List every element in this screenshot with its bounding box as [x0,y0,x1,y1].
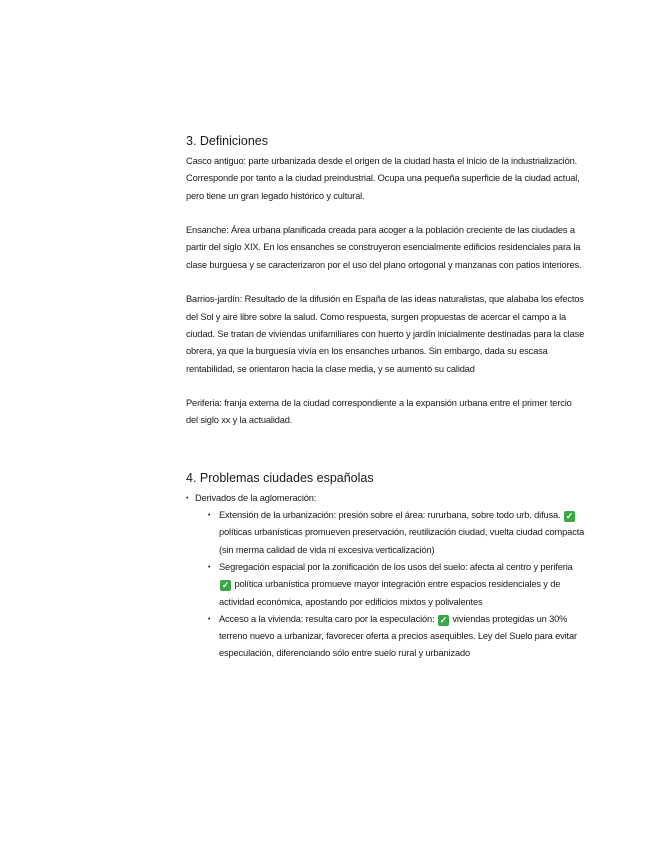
check-icon: ✓ [565,511,574,522]
definition-ensanche: Ensanche: Área urbana planificada creada para acoger a la población creciente de las ciudades a partir del siglo XIX. En los ensanches se construyeron esencialmente edificios residenciales para la clase burguesa y se caracterizaron por el uso del plano ortogonal y manzanas con patios interiores. [186,225,582,270]
problem-extension-urbanizacion [219,507,586,559]
definition-casco-antiguo: Casco antiguo: parte urbanizada desde el origen de la ciudad hasta el inicio de la industrialización. Corresponde por tanto a la ciudad preindustrial. Ocupa una pequeña superficie de la ciudad actual, pero tiene un gran legado histórico y cultural. [186,156,580,201]
problem-segregacion-espacial [219,559,586,611]
problem-text: Segregación espacial por la zonificación de los usos del suelo: afecta al centro y periferia [219,561,573,572]
problem-text: Acceso a la vivienda: resulta caro por la especulación: [219,613,435,624]
problem-acceso-vivienda [219,611,586,663]
definition-barrios-jardin: Barrios-jardín: Resultado de la difusión en España de las ideas naturalistas, que alababa los efectos del Sol y aire libre sobre la salud. Como respuesta, surgen propuestas de acercar el campo a la ciudad. Se tratan de viviendas unifamiliares con huerto y jardín inicialmente destinadas para la clase obrera, ya que la burguesía vivía en los ensanches urbanos. Sin embargo, dada su escasa rentabilidad, se orientaron hacia la clase media, y se aumentó su calidad [186,294,585,374]
check-icon: ✓ [221,580,230,591]
bullet-aglomeracion: • Derivados de la aglomeración: [186,490,586,507]
check-icon: ✓ [439,614,448,625]
problem-text: Extensión de la urbanización: presión sobre el área: rururbana, sobre todo urb. difusa. [219,510,561,521]
solution-text: políticas urbanísticas promueven preservación, reutilización ciudad, vuelta ciudad compacta (sin merma calidad de vida ni excesiva verticalización) [219,527,585,555]
section-3-title: 3. Definiciones [186,134,268,148]
definition-periferia: Periferia: franja externa de la ciudad correspondiente a la expansión urbana entre el primer tercio del siglo xx y la actualidad. [186,398,572,426]
section-4-title: 4. Problemas ciudades españolas [186,470,374,485]
solution-text: política urbanística promueve mayor integración entre espacios residenciales y de actividad económica, apostando por edificios mixtos y polivalentes [219,579,561,607]
solution-text: viviendas protegidas un 30% terreno nuevo a urbanizar, favorecer oferta a precios asequibles. Ley del Suelo para evitar especulación, diferenciando sólo entre suelo rural y urbanizado [219,613,577,659]
problems-list [186,507,586,663]
document-body [186,134,586,663]
